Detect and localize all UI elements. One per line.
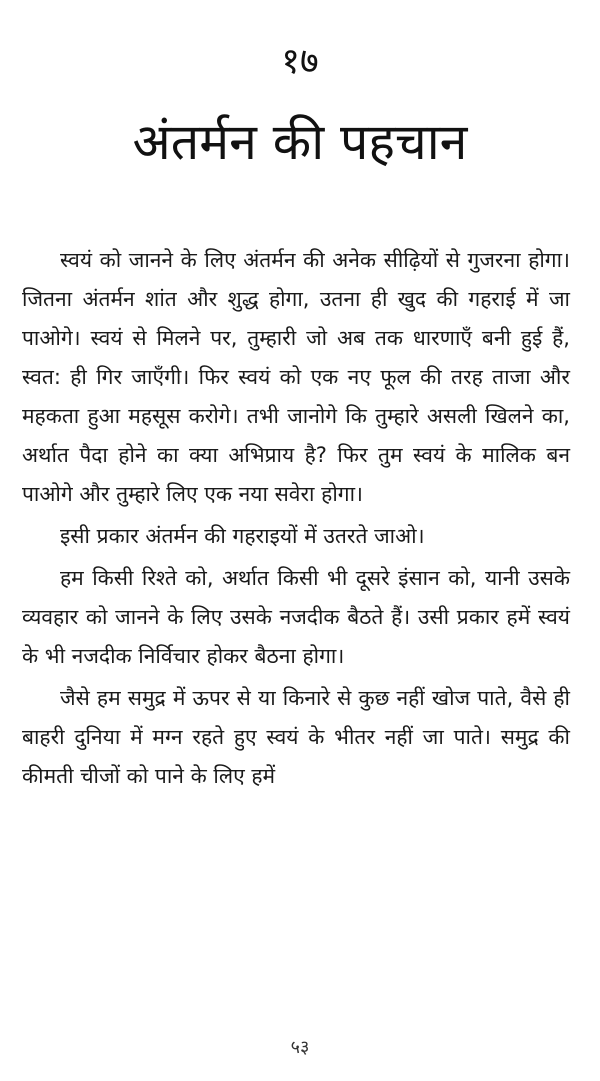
chapter-title: अंतर्मन की पहचान [132, 113, 468, 171]
chapter-number: १७ [281, 41, 319, 82]
paragraph-relationship: हम किसी रिश्ते को, अर्थात किसी भी दूसरे इंसान को, यानी उसके व्यवहार को जानने के लिए उसके नजदीक बैठते हैं। उसी प्रकार हमें स्वयं के भी नजदीक निर्विचार होकर बैठना होगा। [22, 566, 570, 668]
paragraph-ocean: जैसे हम समुद्र में ऊपर से या किनारे से कुछ नहीं खोज पाते, वैसे ही बाहरी दुनिया में मग्न रहते हुए स्वयं के भीतर नहीं जा पाते। समुद्र की कीमती चीजों को पाने के लिए हमें [22, 686, 570, 788]
chapter-body [22, 241, 570, 796]
paragraph-self-knowledge: स्वयं को जानने के लिए अंतर्मन की अनेक सीढ़ियों से गुजरना होगा। जितना अंतर्मन शांत और शुद्ध होगा, उतना ही खुद की गहराई में जा पाओगे। स्वयं से मिलने पर, तुम्हारी जो अब तक धारणाएँ बनी हुई हैं, स्वत: ही गिर जाएँगी। फिर स्वयं को एक नए फूल की तरह ताजा और महकता हुआ महसूस करोगे। तभी जानोगे कि तुम्हारे असली खिलने का, अर्थात पैदा होने का क्या अभिप्राय है? फिर तुम स्वयं के मालिक बन पाओगे और तुम्हारे लिए एक नया सवेरा होगा। [22, 248, 570, 506]
paragraph-inner-depths: इसी प्रकार अंतर्मन की गहराइयों में उतरते जाओ। [60, 524, 425, 548]
page-number: ५३ [290, 1037, 310, 1058]
